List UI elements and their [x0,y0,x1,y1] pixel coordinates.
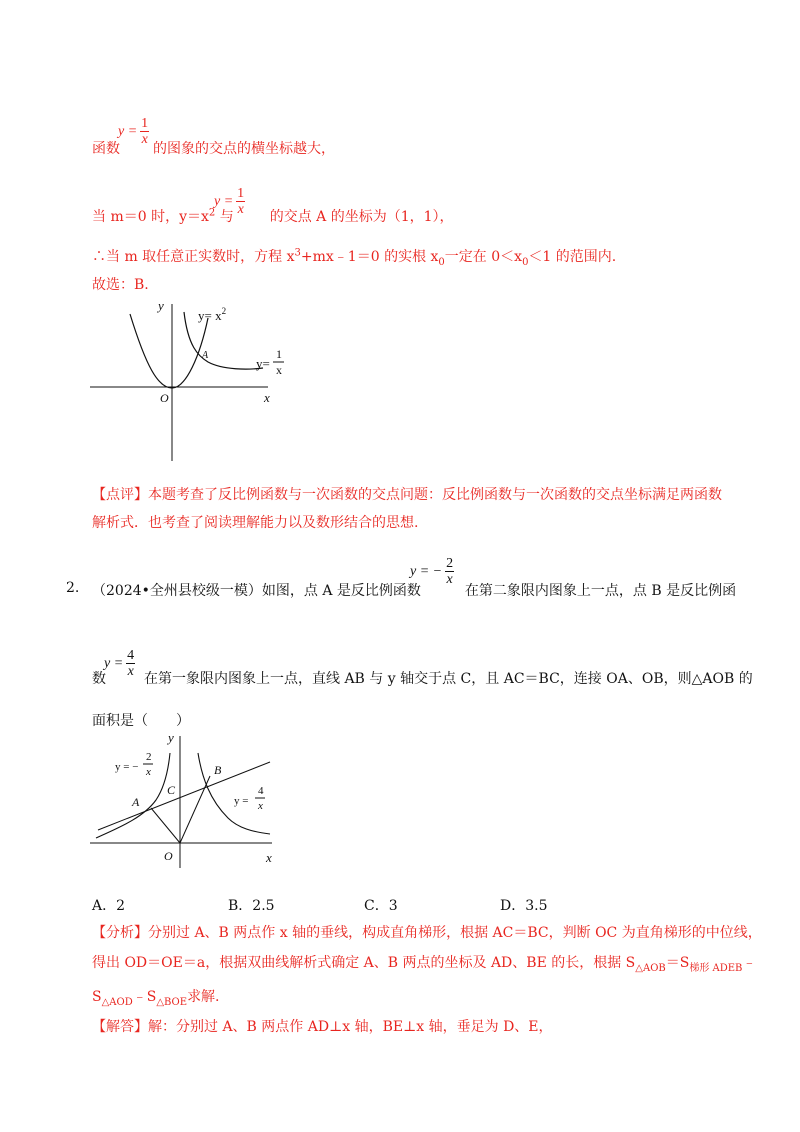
analysis-line3: $S_{\triangle AOD}﹣S_{\triangle BOE}$求解. [92,989,220,1008]
question2-line3: 面积是（ ） [92,713,190,729]
comment-line1: 【点评】本题考查了反比例函数与一次函数的交点问题：反比例函数与一次函数的交点坐标满足两函数 [92,487,722,503]
figure2-left-den: x [146,766,151,778]
figure2-segment-ob [180,776,210,843]
question2-number: 2. [66,580,80,596]
figure2-label-x: x [266,850,272,865]
choice-d[interactable]: D．3.5 [500,898,548,914]
block1-line3: ∴当 m 取任意正实数时，方程 $x^3+mx﹣1=0$ 的实根 $x_0$一定在 $0<x_0<1$ 的范围内. [92,247,617,268]
analysis-line2: 得出 OD＝OE＝a，根据双曲线解析式确定 A、B 两点的坐标及 AD、BE 的长，根据 $S_{\triangle AOB}=S_{梯形 ADEB}﹣$ [92,955,757,974]
figure1-graph [88,296,308,466]
figure1-label-hyper-num: 1 [276,347,282,361]
analysis-line1: 【分析】分别过 A、B 两点作 x 轴的垂线，构成直角梯形，根据 AC＝BC，判断 OC 为直角梯形的中位线， [92,925,762,941]
choice-a[interactable]: A．2 [92,898,126,914]
figure2-label-a: A [132,795,140,809]
question2-line2: 数 在第一象限内图象上一点，直线 AB 与 y 轴交于点 C，且 AC＝BC，连接 OA、OB，则△AOB 的 [92,671,753,687]
question2-line1: （2024•全州县校级一模）如图，点 A 是反比例函数 在第二象限内图象上一点，点 B 是反比例函 [92,583,737,599]
choice-b[interactable]: B．2.5 [228,898,275,914]
figure1-label-y: y [158,298,164,313]
figure2-segment-oa [151,808,180,843]
fraction-1-over-x-b: y = $\frac{1}{x}$ [214,186,245,218]
block1-line2: 当 m＝0 时，$y=x^2$ 与 的交点 A 的坐标为（1，1）， [92,207,454,225]
block1-line1-text: 函数 的图象的交点的横坐标越大， [92,141,335,157]
figure1-label-hyper-den: x [276,363,282,377]
block1-line4: 故选：B. [92,277,149,293]
choice-c[interactable]: C．3 [364,898,398,914]
figure2-graph [88,728,288,870]
figure2-left-lhs: y = − [115,761,139,773]
figure2-right-lhs: y = [234,795,249,807]
figure2-label-y: y [168,730,174,745]
block1-line1 [92,118,120,134]
figure2-label-o: O [164,849,173,863]
figure2-label-c: C [167,783,176,797]
figure1-label-x: x [264,390,270,405]
figure1-label-o: O [160,391,169,405]
fraction-1-over-x-a: y = $\frac{1}{x}$ [118,116,149,148]
figure2-label-b: B [214,763,222,777]
comment-line2: 解析式．也考查了阅读理解能力以及数形结合的思想. [92,515,419,531]
figure1-label-parabola: $y= x^2$ [198,306,227,323]
question2-frac-a: y = − $\frac{2}{x}$ [410,556,454,588]
figure1-label-hyper-lhs: y= [256,356,270,371]
figure2-left-num: 2 [146,751,152,763]
figure2-right-den: x [258,800,263,812]
figure1-label-a: A [202,350,209,361]
question2-frac-b: y = $\frac{4}{x}$ [104,648,135,680]
figure2-right-num: 4 [258,785,264,797]
solution-line: 【解答】解：分别过 A、B 两点作 AD⊥x 轴，BE⊥x 轴，垂足为 D、E， [92,1019,553,1035]
